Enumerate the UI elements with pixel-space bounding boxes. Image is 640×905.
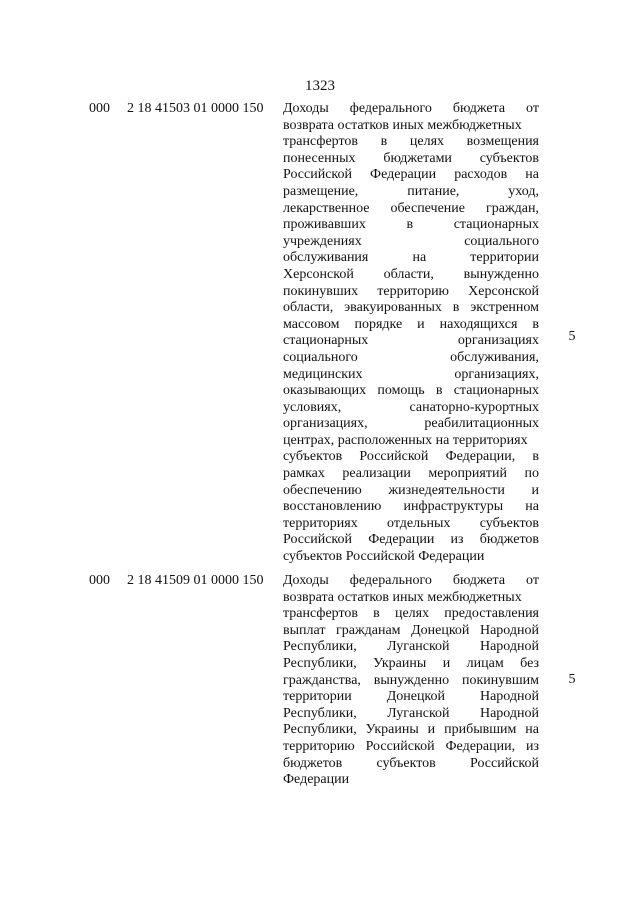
description-line: Республики, Луганской Народной: [283, 705, 539, 721]
description-line: оказывающих помощь в стационарных: [283, 383, 539, 399]
description-line: медицинских организациях,: [283, 366, 539, 382]
amount-value: 5: [568, 329, 576, 344]
income-description: [283, 101, 539, 566]
description-line: Федерации: [283, 772, 350, 788]
description-line: Республики, Луганской Народной: [283, 639, 539, 655]
description-line: понесенных бюджетами субъектов: [283, 150, 539, 166]
description-line: размещение, питание, уход,: [283, 183, 539, 199]
description-line: Доходы федерального бюджета от: [283, 101, 539, 116]
description-line: стационарных организациях: [283, 333, 539, 349]
description-line: покинувших территорию Херсонской: [283, 283, 539, 299]
description-line: рамках реализации мероприятий по: [283, 466, 539, 482]
description-line: массовом порядке и находящихся в: [283, 316, 539, 332]
description-line: условиях, санаторно-курортных: [283, 399, 539, 415]
admin-code: 000: [89, 573, 110, 588]
description-line: организациях, реабилитационных: [283, 416, 539, 432]
description-line: проживавших в стационарных: [283, 217, 539, 233]
description-line: территориях отдельных субъектов: [283, 515, 539, 531]
description-line: Доходы федерального бюджета от: [283, 573, 539, 588]
description-line: субъектов Российской Федерации: [283, 549, 485, 565]
description-line: трансфертов в целях возмещения: [283, 134, 539, 150]
description-line: гражданства, вынужденно покинувшим: [283, 672, 539, 688]
description-line: субъектов Российской Федерации, в: [283, 449, 539, 465]
description-line: Российской Федерации расходов на: [283, 167, 539, 183]
description-line: выплат гражданам Донецкой Народной: [283, 622, 539, 638]
kbk-code: 2 18 41509 01 0000 150: [127, 573, 264, 588]
description-line: возврата остатков иных межбюджетных: [283, 117, 522, 133]
amount-value: 5: [568, 672, 576, 687]
description-line: обслуживания на территории: [283, 250, 539, 266]
description-line: обеспечению жизнедеятельности и: [283, 482, 539, 498]
description-line: Российской Федерации из бюджетов: [283, 532, 539, 548]
description-line: учреждениях социального: [283, 233, 539, 249]
description-line: возврата остатков иных межбюджетных: [283, 589, 522, 605]
admin-code: 000: [89, 101, 110, 116]
page-number: 1323: [305, 78, 335, 94]
income-description: [283, 573, 539, 789]
description-line: лекарственное обеспечение граждан,: [283, 200, 539, 216]
description-line: области, эвакуированных в экстренном: [283, 300, 539, 316]
description-line: Республики, Украины и прибывшим на: [283, 722, 539, 738]
description-line: центрах, расположенных на территориях: [283, 432, 528, 448]
description-line: восстановлению инфраструктуры на: [283, 499, 539, 515]
description-line: бюджетов субъектов Российской: [283, 755, 539, 771]
description-line: Херсонской области, вынужденно: [283, 266, 539, 282]
description-line: социального обслуживания,: [283, 349, 539, 365]
description-line: Республики, Украины и лицам без: [283, 655, 539, 671]
description-line: трансфертов в целях предоставления: [283, 606, 539, 622]
kbk-code: 2 18 41503 01 0000 150: [127, 101, 264, 116]
description-line: территории Донецкой Народной: [283, 689, 539, 705]
description-line: территорию Российской Федерации, из: [283, 738, 539, 754]
